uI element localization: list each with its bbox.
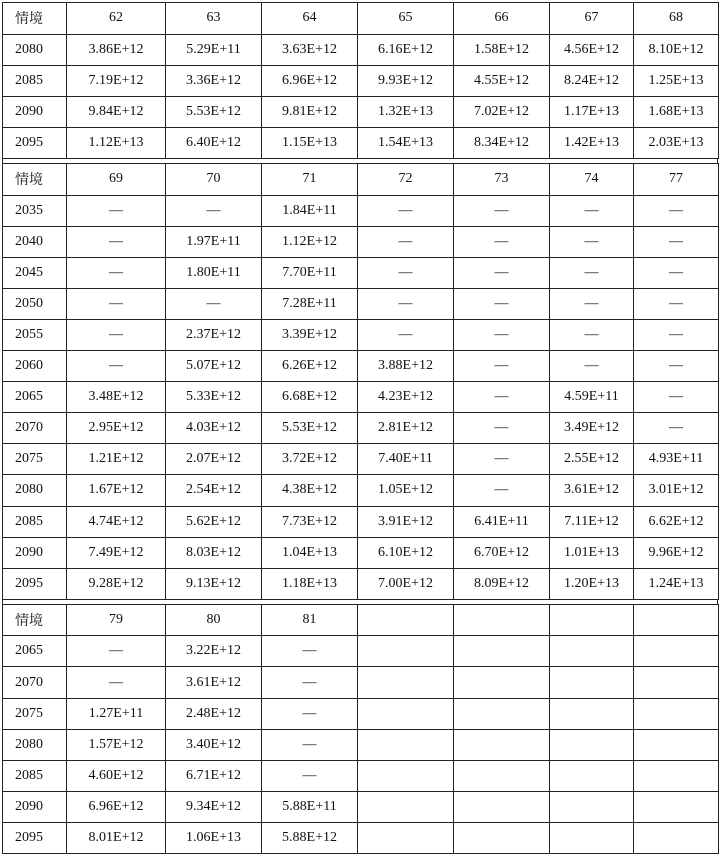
value-cell: 5.53E+12 (262, 413, 358, 444)
value-cell: — (634, 195, 719, 226)
value-cell: 6.96E+12 (67, 791, 166, 822)
value-cell (454, 791, 550, 822)
value-cell: 2.48E+12 (166, 698, 262, 729)
value-cell: 7.40E+11 (358, 444, 454, 475)
column-header-cell: 74 (550, 163, 634, 195)
year-cell: 2055 (3, 319, 67, 350)
year-cell: 2090 (3, 791, 67, 822)
year-cell: 2080 (3, 729, 67, 760)
table-row (3, 822, 719, 853)
value-cell (634, 698, 719, 729)
value-cell (550, 698, 634, 729)
value-cell: 3.61E+12 (166, 667, 262, 698)
scenario-header-cell: 情境 (3, 604, 67, 636)
value-cell: — (358, 288, 454, 319)
year-cell: 2070 (3, 667, 67, 698)
column-header-cell: 65 (358, 3, 454, 35)
value-cell (634, 729, 719, 760)
year-cell: 2050 (3, 288, 67, 319)
column-header-cell: 77 (634, 163, 719, 195)
value-cell: 1.42E+13 (550, 127, 634, 158)
table-row (3, 319, 719, 350)
value-cell: 8.24E+12 (550, 65, 634, 96)
value-cell: 1.80E+11 (166, 257, 262, 288)
value-cell: 5.33E+12 (166, 382, 262, 413)
value-cell: — (454, 444, 550, 475)
value-cell: 9.84E+12 (67, 96, 166, 127)
year-cell: 2060 (3, 351, 67, 382)
value-cell: — (262, 729, 358, 760)
value-cell: 6.70E+12 (454, 537, 550, 568)
value-cell: 5.53E+12 (166, 96, 262, 127)
value-cell: 3.48E+12 (67, 382, 166, 413)
table-row (3, 667, 719, 698)
table-row (3, 444, 719, 475)
value-cell: 4.59E+11 (550, 382, 634, 413)
value-cell: — (67, 319, 166, 350)
value-cell: 7.02E+12 (454, 96, 550, 127)
year-cell: 2090 (3, 537, 67, 568)
value-cell: 8.09E+12 (454, 568, 550, 599)
value-cell: — (166, 195, 262, 226)
value-cell: 6.96E+12 (262, 65, 358, 96)
table-row (3, 351, 719, 382)
value-cell: 7.70E+11 (262, 257, 358, 288)
value-cell: 1.32E+13 (358, 96, 454, 127)
value-cell: — (262, 698, 358, 729)
value-cell: — (67, 257, 166, 288)
table-row (3, 226, 719, 257)
column-header-cell: 72 (358, 163, 454, 195)
value-cell: 2.03E+13 (634, 127, 719, 158)
value-cell: 3.36E+12 (166, 65, 262, 96)
value-cell: — (454, 413, 550, 444)
value-cell: — (454, 288, 550, 319)
value-cell: — (634, 226, 719, 257)
value-cell: 4.74E+12 (67, 506, 166, 537)
value-cell: 5.88E+12 (262, 822, 358, 853)
value-cell: — (262, 760, 358, 791)
value-cell: 1.21E+12 (67, 444, 166, 475)
column-header-cell: 62 (67, 3, 166, 35)
header-row (3, 3, 719, 35)
value-cell: 3.88E+12 (358, 351, 454, 382)
table-row (3, 537, 719, 568)
column-header-cell (454, 604, 550, 636)
value-cell: 3.40E+12 (166, 729, 262, 760)
table-section-2 (2, 163, 719, 600)
table-row (3, 65, 719, 96)
column-header-cell (358, 604, 454, 636)
value-cell: — (262, 667, 358, 698)
value-cell: 4.03E+12 (166, 413, 262, 444)
value-cell: 4.60E+12 (67, 760, 166, 791)
table-row (3, 568, 719, 599)
value-cell: 5.88E+11 (262, 791, 358, 822)
value-cell: 7.49E+12 (67, 537, 166, 568)
value-cell: 6.16E+12 (358, 34, 454, 65)
year-cell: 2065 (3, 636, 67, 667)
value-cell: 1.24E+13 (634, 568, 719, 599)
value-cell: 6.41E+11 (454, 506, 550, 537)
value-cell (550, 667, 634, 698)
value-cell (358, 822, 454, 853)
column-header-cell: 66 (454, 3, 550, 35)
value-cell (550, 791, 634, 822)
value-cell (454, 822, 550, 853)
value-cell (634, 636, 719, 667)
table-row (3, 760, 719, 791)
value-cell (634, 822, 719, 853)
value-cell (454, 636, 550, 667)
value-cell: — (634, 413, 719, 444)
value-cell (454, 698, 550, 729)
value-cell: 1.20E+13 (550, 568, 634, 599)
value-cell: 3.63E+12 (262, 34, 358, 65)
table-row (3, 791, 719, 822)
value-cell: 8.34E+12 (454, 127, 550, 158)
year-cell: 2065 (3, 382, 67, 413)
value-cell: 5.62E+12 (166, 506, 262, 537)
value-cell: 3.39E+12 (262, 319, 358, 350)
value-cell (550, 729, 634, 760)
year-cell: 2080 (3, 34, 67, 65)
value-cell (634, 791, 719, 822)
year-cell: 2035 (3, 195, 67, 226)
column-header-cell: 73 (454, 163, 550, 195)
value-cell: 1.18E+13 (262, 568, 358, 599)
value-cell: — (550, 257, 634, 288)
value-cell: — (67, 351, 166, 382)
table-row (3, 506, 719, 537)
column-header-cell (634, 604, 719, 636)
table-row (3, 195, 719, 226)
value-cell: 1.58E+12 (454, 34, 550, 65)
value-cell (550, 760, 634, 791)
table-row (3, 475, 719, 506)
value-cell: 7.19E+12 (67, 65, 166, 96)
value-cell: — (634, 257, 719, 288)
value-cell: 8.03E+12 (166, 537, 262, 568)
header-row (3, 604, 719, 636)
header-row (3, 163, 719, 195)
year-cell: 2085 (3, 506, 67, 537)
value-cell: 8.10E+12 (634, 34, 719, 65)
column-header-cell: 64 (262, 3, 358, 35)
value-cell (358, 729, 454, 760)
value-cell: 1.05E+12 (358, 475, 454, 506)
year-cell: 2095 (3, 568, 67, 599)
value-cell: — (550, 195, 634, 226)
value-cell: — (67, 288, 166, 319)
value-cell: 3.61E+12 (550, 475, 634, 506)
year-cell: 2085 (3, 760, 67, 791)
value-cell (550, 636, 634, 667)
value-cell: 1.67E+12 (67, 475, 166, 506)
value-cell: 6.10E+12 (358, 537, 454, 568)
value-cell: — (550, 226, 634, 257)
value-cell: — (454, 226, 550, 257)
value-cell: — (358, 257, 454, 288)
value-cell: 3.22E+12 (166, 636, 262, 667)
value-cell (358, 636, 454, 667)
value-cell: 1.97E+11 (166, 226, 262, 257)
column-header-cell: 79 (67, 604, 166, 636)
value-cell: — (454, 195, 550, 226)
value-cell: 2.95E+12 (67, 413, 166, 444)
table-row (3, 96, 719, 127)
value-cell: — (550, 351, 634, 382)
value-cell: 6.71E+12 (166, 760, 262, 791)
table-row (3, 288, 719, 319)
value-cell: 1.54E+13 (358, 127, 454, 158)
value-cell: 6.68E+12 (262, 382, 358, 413)
year-cell: 2070 (3, 413, 67, 444)
value-cell: — (550, 288, 634, 319)
table-row (3, 636, 719, 667)
value-cell: 3.91E+12 (358, 506, 454, 537)
value-cell (454, 667, 550, 698)
value-cell (358, 760, 454, 791)
value-cell: 6.62E+12 (634, 506, 719, 537)
column-header-cell: 71 (262, 163, 358, 195)
value-cell: — (634, 351, 719, 382)
value-cell: 2.55E+12 (550, 444, 634, 475)
year-cell: 2090 (3, 96, 67, 127)
column-header-cell: 68 (634, 3, 719, 35)
value-cell: 4.56E+12 (550, 34, 634, 65)
value-cell (454, 760, 550, 791)
value-cell: 4.55E+12 (454, 65, 550, 96)
year-cell: 2075 (3, 698, 67, 729)
value-cell (634, 667, 719, 698)
year-cell: 2085 (3, 65, 67, 96)
value-cell: 4.38E+12 (262, 475, 358, 506)
data-table-page (2, 2, 719, 854)
table-row (3, 34, 719, 65)
value-cell: 3.01E+12 (634, 475, 719, 506)
column-header-cell (550, 604, 634, 636)
value-cell: 1.17E+13 (550, 96, 634, 127)
value-cell: 5.07E+12 (166, 351, 262, 382)
value-cell: 8.01E+12 (67, 822, 166, 853)
value-cell: — (67, 636, 166, 667)
value-cell: 9.96E+12 (634, 537, 719, 568)
value-cell: — (67, 195, 166, 226)
value-cell: 1.15E+13 (262, 127, 358, 158)
value-cell: 7.11E+12 (550, 506, 634, 537)
year-cell: 2095 (3, 822, 67, 853)
value-cell: 3.72E+12 (262, 444, 358, 475)
value-cell: 9.13E+12 (166, 568, 262, 599)
value-cell: 7.28E+11 (262, 288, 358, 319)
year-cell: 2045 (3, 257, 67, 288)
value-cell (358, 791, 454, 822)
value-cell: — (358, 226, 454, 257)
value-cell: 2.54E+12 (166, 475, 262, 506)
value-cell: — (454, 475, 550, 506)
value-cell: 1.25E+13 (634, 65, 719, 96)
value-cell: 9.81E+12 (262, 96, 358, 127)
value-cell: — (454, 257, 550, 288)
year-cell: 2075 (3, 444, 67, 475)
value-cell: 3.49E+12 (550, 413, 634, 444)
value-cell: 3.86E+12 (67, 34, 166, 65)
value-cell: 2.07E+12 (166, 444, 262, 475)
value-cell: — (454, 351, 550, 382)
value-cell: 2.81E+12 (358, 413, 454, 444)
value-cell: 1.57E+12 (67, 729, 166, 760)
column-header-cell: 67 (550, 3, 634, 35)
value-cell: 1.04E+13 (262, 537, 358, 568)
value-cell: — (262, 636, 358, 667)
value-cell: — (358, 319, 454, 350)
value-cell: 1.84E+11 (262, 195, 358, 226)
table-row (3, 698, 719, 729)
value-cell: 1.68E+13 (634, 96, 719, 127)
table-row (3, 413, 719, 444)
value-cell: — (454, 319, 550, 350)
value-cell: 9.28E+12 (67, 568, 166, 599)
column-header-cell: 63 (166, 3, 262, 35)
value-cell: 2.37E+12 (166, 319, 262, 350)
table-row (3, 729, 719, 760)
value-cell (358, 698, 454, 729)
value-cell: 6.26E+12 (262, 351, 358, 382)
value-cell: 1.27E+11 (67, 698, 166, 729)
value-cell: — (550, 319, 634, 350)
value-cell (550, 822, 634, 853)
value-cell: 1.01E+13 (550, 537, 634, 568)
scenario-header-cell: 情境 (3, 163, 67, 195)
table-row (3, 382, 719, 413)
year-cell: 2080 (3, 475, 67, 506)
scenario-header-cell: 情境 (3, 3, 67, 35)
value-cell: 7.00E+12 (358, 568, 454, 599)
table-row (3, 257, 719, 288)
year-cell: 2040 (3, 226, 67, 257)
value-cell: — (358, 195, 454, 226)
value-cell: 9.34E+12 (166, 791, 262, 822)
value-cell: 4.23E+12 (358, 382, 454, 413)
value-cell: 6.40E+12 (166, 127, 262, 158)
table-section-3 (2, 604, 719, 854)
value-cell: 1.12E+12 (262, 226, 358, 257)
value-cell: 9.93E+12 (358, 65, 454, 96)
year-cell: 2095 (3, 127, 67, 158)
column-header-cell: 81 (262, 604, 358, 636)
table-section-1 (2, 2, 719, 159)
column-header-cell: 80 (166, 604, 262, 636)
value-cell: 7.73E+12 (262, 506, 358, 537)
value-cell: — (634, 319, 719, 350)
value-cell: 1.12E+13 (67, 127, 166, 158)
value-cell: — (166, 288, 262, 319)
value-cell: 1.06E+13 (166, 822, 262, 853)
value-cell: — (634, 288, 719, 319)
value-cell (358, 667, 454, 698)
column-header-cell: 70 (166, 163, 262, 195)
column-header-cell: 69 (67, 163, 166, 195)
table-row (3, 127, 719, 158)
value-cell (634, 760, 719, 791)
value-cell: 5.29E+11 (166, 34, 262, 65)
value-cell (454, 729, 550, 760)
value-cell: — (67, 667, 166, 698)
value-cell: 4.93E+11 (634, 444, 719, 475)
value-cell: — (454, 382, 550, 413)
value-cell: — (634, 382, 719, 413)
value-cell: — (67, 226, 166, 257)
